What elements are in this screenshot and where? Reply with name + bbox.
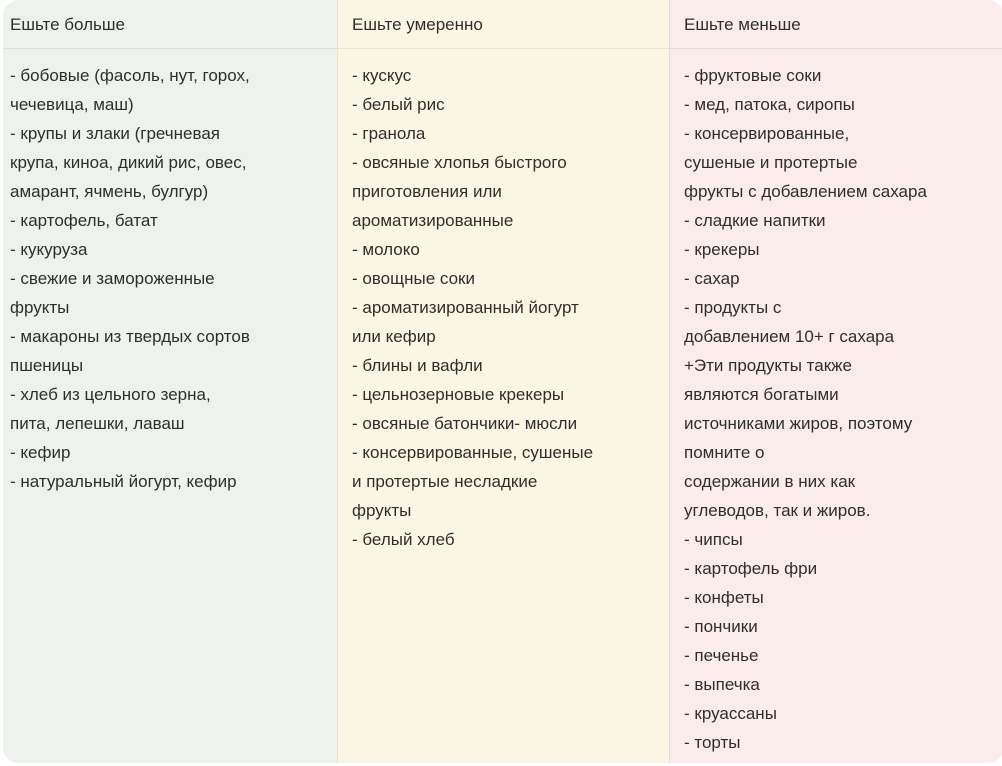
list-item: - картофель, батат <box>10 211 158 230</box>
list-item: - ароматизированный йогурт <box>352 298 579 317</box>
column-list-eat-less <box>670 49 1002 757</box>
list-item: - овсяные батончики- мюсли <box>352 414 578 433</box>
column-list-eat-moderately <box>338 49 669 554</box>
list-item: - овощные соки <box>352 269 475 288</box>
list-item: - цельнозерновые крекеры <box>352 385 565 404</box>
list-item: - консервированные, <box>684 124 850 143</box>
list-item: источниками жиров, поэтому <box>684 414 913 433</box>
column-header-eat-more: Ешьте больше <box>3 0 337 49</box>
column-eat-moderately <box>337 0 669 763</box>
list-item: +Эти продукты также <box>684 356 852 375</box>
list-item: приготовления или <box>352 182 502 201</box>
list-item: - овсяные хлопья быстрого <box>352 153 567 172</box>
list-item: сушеные и протертые <box>684 153 858 172</box>
list-item: - торты <box>684 733 741 752</box>
list-item: - чипсы <box>684 530 743 549</box>
column-header-eat-moderately: Ешьте умеренно <box>338 0 669 49</box>
list-item: помните о <box>684 443 765 462</box>
list-item: чечевица, маш) <box>10 95 134 114</box>
list-item: - фруктовые соки <box>684 66 822 85</box>
list-item: углеводов, так и жиров. <box>684 501 871 520</box>
list-item: - гранола <box>352 124 426 143</box>
column-list-eat-more <box>3 49 337 496</box>
list-item: - белый хлеб <box>352 530 455 549</box>
list-item: - макароны из твердых сортов <box>10 327 250 346</box>
list-item: - продукты с <box>684 298 782 317</box>
list-item: и протертые несладкие <box>352 472 538 491</box>
column-header-eat-less: Ешьте меньше <box>670 0 1002 49</box>
list-item: ароматизированные <box>352 211 514 230</box>
list-item: - кускус <box>352 66 412 85</box>
list-item: амарант, ячмень, булгур) <box>10 182 209 201</box>
list-item: - крекеры <box>684 240 760 259</box>
list-item: - хлеб из цельного зерна, <box>10 385 211 404</box>
list-item: - круассаны <box>684 704 777 723</box>
list-item: крупа, киноа, дикий рис, овес, <box>10 153 247 172</box>
list-item: пшеницы <box>10 356 84 375</box>
list-item: - пончики <box>684 617 758 636</box>
list-item: - кефир <box>10 443 71 462</box>
list-item: пита, лепешки, лаваш <box>10 414 185 433</box>
list-item: - молоко <box>352 240 420 259</box>
list-item: - блины и вафли <box>352 356 483 375</box>
list-item: фрукты <box>352 501 412 520</box>
list-item: - выпечка <box>684 675 760 694</box>
list-item: - кукуруза <box>10 240 88 259</box>
list-item: - белый рис <box>352 95 445 114</box>
list-item: - конфеты <box>684 588 764 607</box>
list-item: - консервированные, сушеные <box>352 443 594 462</box>
list-item: - крупы и злаки (гречневая <box>10 124 220 143</box>
column-eat-less <box>669 0 1002 763</box>
food-guide-table <box>3 0 1002 763</box>
list-item: являются богатыми <box>684 385 839 404</box>
list-item: фрукты <box>10 298 70 317</box>
list-item: фрукты с добавлением сахара <box>684 182 927 201</box>
list-item: - сахар <box>684 269 740 288</box>
list-item: - натуральный йогурт, кефир <box>10 472 237 491</box>
list-item: - сладкие напитки <box>684 211 826 230</box>
list-item: - печенье <box>684 646 759 665</box>
list-item: содержании в них как <box>684 472 856 491</box>
list-item: - мед, патока, сиропы <box>684 95 855 114</box>
list-item: - картофель фри <box>684 559 818 578</box>
list-item: - свежие и замороженные <box>10 269 215 288</box>
column-eat-more <box>3 0 337 763</box>
list-item: - бобовые (фасоль, нут, горох, <box>10 66 250 85</box>
list-item: или кефир <box>352 327 436 346</box>
list-item: добавлением 10+ г сахара <box>684 327 895 346</box>
